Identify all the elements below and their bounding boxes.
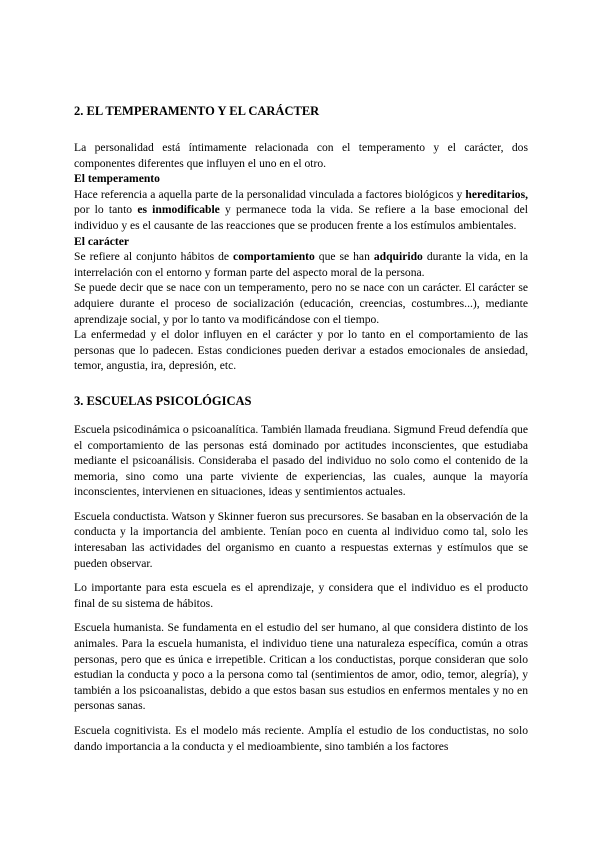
temperamento-text-b: por lo tanto bbox=[74, 203, 138, 217]
temperamento-text-c: y permanece toda la vida. Se refiere a la base emocional del individuo y es el causante de las reacciones que se producen frente a los estímulos ambientales. bbox=[74, 203, 528, 232]
escuela-cognitivista-paragraph: Escuela cognitivista. Es el modelo más reciente. Amplía el estudio de los conductistas, no solo dando importancia a la conducta y el medioambiente, sino también a los factores bbox=[74, 724, 528, 753]
intro-paragraph: La personalidad está íntimamente relacionada con el temperamento y el carácter, dos componentes diferentes que influyen el uno en el otro. bbox=[74, 141, 528, 170]
subheading-temperamento: El temperamento bbox=[74, 172, 160, 186]
aprendizaje-paragraph: Lo importante para esta escuela es el aprendizaje, y considera que el individuo es el producto final de su sistema de hábitos. bbox=[74, 581, 528, 610]
section-heading-escuelas: 3. ESCUELAS PSICOLÓGICAS bbox=[74, 393, 252, 408]
subheading-caracter: El carácter bbox=[74, 234, 130, 248]
section-heading-temperamento-caracter: 2. EL TEMPERAMENTO Y EL CARÁCTER bbox=[74, 104, 320, 118]
section-spacer bbox=[74, 374, 528, 394]
caracter-text-b: que se han bbox=[314, 250, 374, 264]
caracter-bold-comportamiento: comportamiento bbox=[233, 250, 315, 264]
caracter-text-c: durante la vida, en la interrelación con el entorno y forman parte del aspecto moral de la persona. bbox=[74, 250, 529, 279]
caracter-text-a: Se refiere al conjunto hábitos de bbox=[74, 250, 234, 264]
caracter-paragraph-3: La enfermedad y el dolor influyen en el carácter y por lo tanto en el comportamiento de las personas que lo padecen. Estas condiciones pueden derivar a estados emocionales de ansiedad, temor, angustia, ira, depresión, etc. bbox=[74, 328, 528, 373]
caracter-paragraph-2: Se puede decir que se nace con un temperamento, pero no se nace con un carácter. El carácter se adquiere durante el proceso de socialización (educación, creencias, costumbres...), mediante aprendizaje social, y por lo tanto va modificándose con el tiempo. bbox=[74, 281, 528, 326]
escuela-humanista-paragraph: Escuela humanista. Se fundamenta en el estudio del ser humano, al que considera distinto de los animales. Para la escuela humanista, el individuo tiene una naturaleza específica, común a otras personas, pero que es única e irrepetible. Critican a los conductistas, porque consideran que solo estudian la conducta y poco a la persona como tal (sentimientos de amor, odio, temor, alegría), y también a los psicoanalistas, debido a que estos basan sus estudios en enfermos mentales y no en personas sanas. bbox=[74, 621, 528, 713]
escuela-conductista-paragraph: Escuela conductista. Watson y Skinner fueron sus precursores. Se basaban en la observación de la conducta y la importancia del ambiente. Tenían poco en cuenta al individuo como tal, solo les interesaban las actividades del organismo en cuanto a respuestas externas y estímulos que se pueden observar. bbox=[74, 509, 528, 570]
document-body bbox=[74, 104, 528, 754]
escuela-psicodinamica-paragraph: Escuela psicodinámica o psicoanalítica. También llamada freudiana. Sigmund Freud defendía que el comportamiento de las personas está dominado por actitudes inconscientes, que estudiaba mediante el psicoanálisis. Consideraba el pasado del individuo no solo como el contenido de la memoria, sino como una parte viviente de experiencias, las cuales, aunque la mayoría inconscientes, intervienen en situaciones, ideas y sentimientos actuales. bbox=[74, 422, 528, 499]
caracter-bold-adquirido: adquirido bbox=[373, 250, 423, 264]
temperamento-text-a: Hace referencia a aquella parte de la personalidad vinculada a factores biológicos y bbox=[74, 187, 466, 201]
temperamento-bold-inmodificable: es inmodificable bbox=[137, 203, 220, 217]
caracter-paragraph bbox=[74, 249, 528, 280]
temperamento-paragraph bbox=[74, 187, 528, 234]
temperamento-bold-hereditarios: hereditarios, bbox=[465, 187, 528, 201]
